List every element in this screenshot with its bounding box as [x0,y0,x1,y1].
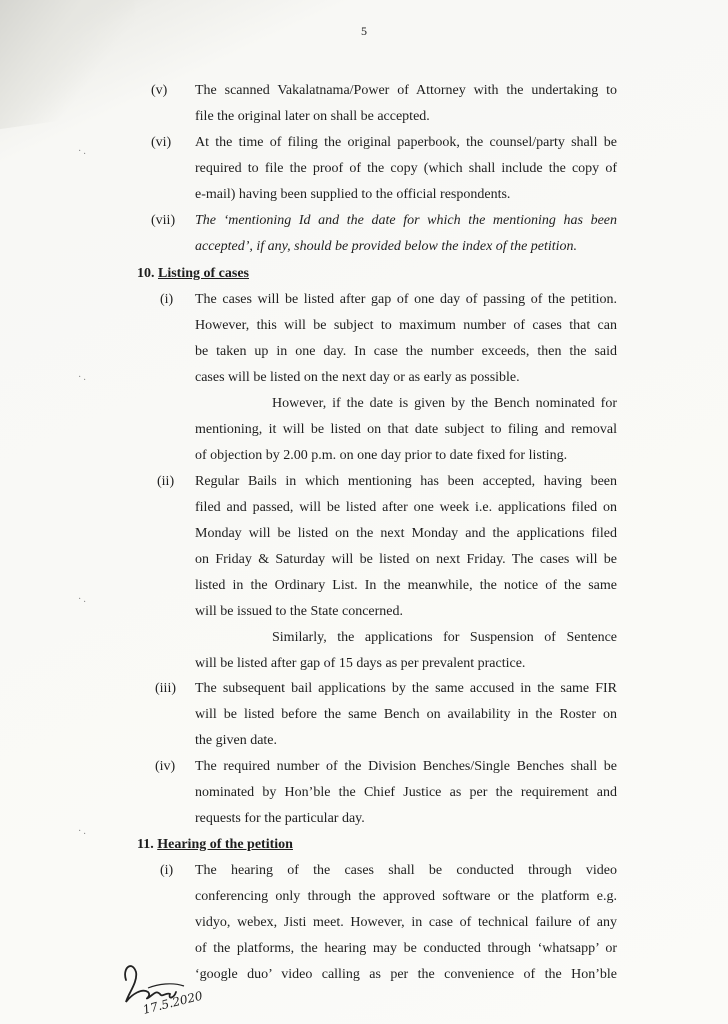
text-line: The required number of the Division Benches/Single Benches shall be [195,759,617,774]
text-line: The scanned Vakalatnama/Power of Attorney with the undertaking to [195,83,617,98]
scan-artifact: ·. [78,826,88,837]
item-marker-ii: (ii) [157,474,175,489]
section-number: 10. [137,266,155,281]
text-line: will be issued to the State concerned. [195,604,403,619]
item-marker-iv: (iv) [155,759,176,774]
text-line: be taken up in one day. In case the number exceeds, then the said [195,344,617,359]
text-line: will be listed after gap of 15 days as per prevalent practice. [195,656,526,671]
signature-date: 17.5.2020 [141,988,204,1017]
scan-artifact: ·. [78,594,88,605]
item-marker-v: (v) [151,83,168,98]
item-marker-iii: (iii) [155,681,176,696]
text-line: The ‘mentioning Id and the date for which the mentioning has been [195,213,617,228]
text-line: e-mail) having been supplied to the official respondents. [195,187,511,202]
item-marker-vi: (vi) [151,135,172,150]
handwritten-signature [118,958,228,1018]
scan-artifact: ·. [78,372,88,383]
text-line: of the platforms, the hearing may be conducted through ‘whatsapp’ or [195,941,617,956]
text-line: conferencing only through the approved software or the platform e.g. [195,889,617,904]
text-line: At the time of filing the original paperbook, the counsel/party shall be [195,135,617,150]
item-marker-i: (i) [160,292,174,307]
text-line: of objection by 2.00 p.m. on one day prior to date fixed for listing. [195,448,568,463]
text-line: nominated by Hon’ble the Chief Justice as per the requirement and [195,785,617,800]
text-line: Monday will be listed on the next Monday and the applications filed [195,526,617,541]
text-line: the given date. [195,733,278,748]
section-title: Listing of cases [158,266,249,281]
text-line: Similarly, the applications for Suspension of Sentence [272,630,617,645]
text-line: The hearing of the cases shall be conducted through video [195,863,617,878]
item-marker-vii: (vii) [151,213,176,228]
text-line: However, this will be subject to maximum number of cases that can [195,318,617,333]
text-line: file the original later on shall be accepted. [195,109,430,124]
text-line [195,238,577,256]
text-line: on Friday & Saturday will be listed on next Friday. The cases will be [195,552,617,567]
text-line: However, if the date is given by the Bench nominated for [272,396,617,411]
italic-text: accepted’, if any, should be provided below the index of the petition. [195,239,578,254]
section-heading [137,265,249,283]
text-line: requests for the particular day. [195,811,365,826]
text-line: filed and passed, will be listed after one week i.e. applications filed on [195,500,617,515]
text-line: mentioning, it will be listed on that date subject to filing and removal [195,422,617,437]
page-number: 5 [361,24,367,38]
text-line: listed in the Ordinary List. In the meanwhile, the notice of the same [195,578,617,593]
scan-artifact: ·. [78,146,88,157]
text-line: required to file the proof of the copy (which shall include the copy of [195,161,617,176]
text-line: ‘google duo’ video calling as per the convenience of the Hon’ble [195,967,617,982]
text-line: vidyo, webex, Jisti meet. However, in case of technical failure of any [195,915,617,930]
section-title: Hearing of the petition [157,837,293,852]
text-line: cases will be listed on the next day or as early as possible. [195,370,520,385]
item-marker-i: (i) [160,863,174,878]
text-line: The subsequent bail applications by the same accused in the same FIR [195,681,617,696]
text-line: will be listed before the same Bench on availability in the Roster on [195,707,617,722]
text-line: Regular Bails in which mentioning has been accepted, having been [195,474,617,489]
section-number: 11. [137,837,154,852]
text-line: The cases will be listed after gap of one day of passing of the petition. [195,292,617,307]
section-heading [137,836,293,854]
page-fold-shadow [0,0,149,130]
